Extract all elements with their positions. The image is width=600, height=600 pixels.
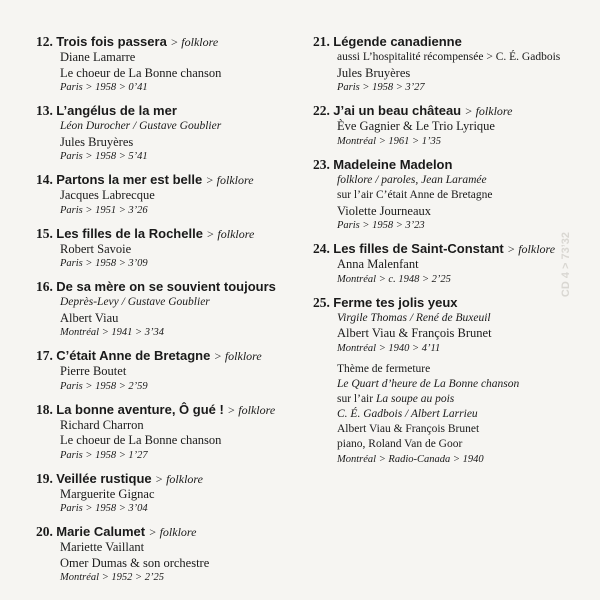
track-title: Légende canadienne bbox=[333, 34, 462, 49]
track-entry bbox=[313, 157, 588, 234]
track-credits bbox=[36, 418, 301, 449]
track-recording-info: Paris > 1958 > 3’27 bbox=[337, 82, 425, 93]
track-entry bbox=[36, 226, 301, 272]
track-entry bbox=[36, 524, 301, 585]
track-credit-line: Omer Dumas & son orchestre bbox=[60, 555, 210, 570]
track-credits bbox=[36, 364, 301, 380]
track-recording-info: Montréal > 1952 > 2’25 bbox=[60, 572, 164, 583]
track-title-line bbox=[36, 34, 301, 50]
track-title-line bbox=[313, 34, 588, 50]
track-recording-info: Montréal > 1940 > 4’11 bbox=[337, 342, 441, 354]
track-title: Madeleine Madelon bbox=[333, 156, 453, 172]
closing-air-title: La soupe au pois bbox=[375, 392, 455, 405]
track-credit-line: Diane Lamarre bbox=[60, 50, 136, 64]
track-title-line bbox=[313, 103, 588, 119]
closing-performers: Albert Viau & François Brunet bbox=[337, 422, 480, 435]
track-credit-line: Deprès-Levy / Gustave Goublier bbox=[60, 296, 210, 308]
track-number: 12. bbox=[36, 34, 53, 49]
track-credits bbox=[36, 540, 301, 571]
track-title: Partons la mer est belle bbox=[56, 172, 203, 187]
track-genre: > folklore bbox=[507, 242, 556, 256]
track-recording-info: Montréal > c. 1948 > 2’25 bbox=[337, 273, 451, 285]
track-credit-line: Albert Viau & François Brunet bbox=[337, 326, 492, 340]
track-entry bbox=[313, 34, 588, 95]
track-credits bbox=[313, 311, 588, 342]
track-credits bbox=[36, 487, 301, 503]
track-credit-line: aussi L’hospitalité récompensée > C. É. Gadbois bbox=[337, 51, 561, 63]
track-title: C’était Anne de Bretagne bbox=[56, 348, 211, 363]
track-credit-line: Léon Durocher / Gustave Goublier bbox=[60, 120, 222, 132]
track-credits bbox=[313, 173, 588, 220]
track-title-line bbox=[36, 172, 301, 188]
track-genre: > folklore bbox=[206, 226, 255, 241]
bleed-through-text: CD 4 > 73’32 bbox=[560, 232, 572, 298]
track-title-line bbox=[36, 279, 301, 295]
track-credits bbox=[36, 188, 301, 204]
track-number: 19. bbox=[36, 470, 53, 486]
track-entry bbox=[36, 34, 301, 95]
track-number: 18. bbox=[36, 401, 53, 417]
track-title-line bbox=[36, 524, 301, 540]
track-number: 23. bbox=[313, 156, 330, 172]
track-credits bbox=[36, 242, 301, 258]
closing-heading: Thème de fermeture bbox=[337, 362, 431, 375]
track-entry bbox=[313, 295, 588, 356]
closing-theme bbox=[313, 362, 588, 467]
track-credit-line: Robert Savoie bbox=[60, 241, 132, 256]
track-entry bbox=[36, 471, 301, 517]
track-credits bbox=[36, 50, 301, 81]
track-credit-line: Jules Bruyères bbox=[337, 65, 411, 80]
track-recording-info: Montréal > 1941 > 3’34 bbox=[60, 327, 164, 338]
track-title: Marie Calumet bbox=[56, 524, 146, 539]
track-title: La bonne aventure, Ô gué ! bbox=[56, 401, 224, 417]
track-number: 25. bbox=[313, 294, 330, 310]
track-entry bbox=[36, 172, 301, 218]
track-recording-info: Paris > 1951 > 3’26 bbox=[60, 204, 148, 216]
track-genre: > folklore bbox=[464, 104, 513, 118]
track-credit-line: Mariette Vaillant bbox=[60, 540, 145, 554]
track-title-line bbox=[36, 348, 301, 364]
track-title-line bbox=[313, 295, 588, 311]
track-genre: > folklore bbox=[170, 35, 219, 49]
track-recording-info: Paris > 1958 > 3’23 bbox=[337, 220, 425, 231]
track-number: 17. bbox=[36, 348, 53, 363]
closing-air bbox=[337, 392, 588, 407]
track-number: 16. bbox=[36, 279, 53, 294]
track-genre: > folklore bbox=[227, 402, 276, 417]
track-number: 22. bbox=[313, 103, 330, 118]
track-credits bbox=[36, 119, 301, 150]
track-credits bbox=[313, 119, 588, 135]
left-column bbox=[36, 34, 301, 593]
track-number: 20. bbox=[36, 524, 53, 539]
closing-recording-info: Montréal > Radio-Canada > 1940 bbox=[337, 453, 484, 465]
track-title-line bbox=[36, 226, 301, 242]
track-credits bbox=[313, 257, 588, 273]
track-title: Ferme tes jolis yeux bbox=[333, 294, 458, 310]
closing-air-prefix: sur l’air bbox=[337, 392, 376, 405]
track-title: Veillée rustique bbox=[56, 470, 152, 486]
track-genre: > folklore bbox=[213, 349, 262, 363]
track-credit-line: Jacques Labrecque bbox=[60, 188, 155, 202]
track-credit-line: Ève Gagnier & Le Trio Lyrique bbox=[337, 119, 495, 133]
track-entry bbox=[36, 279, 301, 340]
track-credit-line: Pierre Boutet bbox=[60, 364, 127, 378]
track-credit-line: Richard Charron bbox=[60, 417, 144, 432]
track-number: 13. bbox=[36, 103, 53, 118]
track-credit-line: Jules Bruyères bbox=[60, 134, 134, 149]
track-credits bbox=[313, 50, 588, 81]
track-genre: > folklore bbox=[205, 173, 254, 187]
track-entry bbox=[36, 348, 301, 394]
track-credit-line: folklore / paroles, Jean Laramée bbox=[337, 173, 487, 186]
track-title-line bbox=[313, 157, 588, 173]
track-credit-line: Marguerite Gignac bbox=[60, 486, 155, 501]
track-title-line bbox=[36, 471, 301, 487]
right-column bbox=[313, 34, 588, 467]
track-title: Les filles de Saint-Constant bbox=[333, 241, 504, 256]
track-entry bbox=[313, 241, 588, 287]
track-title: L’angélus de la mer bbox=[56, 103, 177, 118]
track-title: Trois fois passera bbox=[56, 34, 167, 49]
track-credit-line: sur l’air C’était Anne de Bretagne bbox=[337, 189, 493, 201]
track-recording-info: Paris > 1958 > 3’04 bbox=[60, 503, 148, 514]
track-entry bbox=[36, 103, 301, 164]
track-number: 15. bbox=[36, 225, 53, 241]
track-genre: > folklore bbox=[155, 471, 203, 486]
track-recording-info: Paris > 1958 > 3’09 bbox=[60, 258, 148, 269]
track-recording-info: Paris > 1958 > 2’59 bbox=[60, 380, 148, 392]
track-title-line bbox=[36, 402, 301, 418]
track-credit-line: Le choeur de La Bonne chanson bbox=[60, 65, 222, 80]
closing-title: Le Quart d’heure de La Bonne chanson bbox=[337, 377, 520, 390]
track-recording-info: Paris > 1958 > 1’27 bbox=[60, 449, 148, 461]
track-recording-info: Montréal > 1961 > 1’35 bbox=[337, 135, 441, 147]
track-credit-line: Le choeur de La Bonne chanson bbox=[60, 433, 222, 447]
track-number: 24. bbox=[313, 241, 330, 256]
track-title-line bbox=[36, 103, 301, 119]
track-number: 14. bbox=[36, 172, 53, 187]
track-genre: > folklore bbox=[148, 525, 197, 539]
track-entry bbox=[313, 103, 588, 149]
track-credit-line: Virgile Thomas / René de Buxeuil bbox=[337, 311, 491, 324]
track-title: J’ai un beau château bbox=[333, 103, 462, 118]
track-credit-line: Albert Viau bbox=[60, 310, 119, 325]
track-title-line bbox=[313, 241, 588, 257]
track-credits bbox=[36, 295, 301, 326]
track-credit-line: Violette Journeaux bbox=[337, 203, 432, 218]
track-credit-line: Anna Malenfant bbox=[337, 257, 419, 271]
track-title: De sa mère on se souvient toujours bbox=[56, 279, 276, 294]
track-entry bbox=[36, 402, 301, 463]
track-recording-info: Paris > 1958 > 0’41 bbox=[60, 82, 148, 93]
track-recording-info: Paris > 1958 > 5’41 bbox=[60, 151, 148, 162]
track-title: Les filles de la Rochelle bbox=[56, 225, 203, 241]
closing-piano: piano, Roland Van de Goor bbox=[337, 437, 463, 450]
track-number: 21. bbox=[313, 34, 330, 49]
closing-authors: C. É. Gadbois / Albert Larrieu bbox=[337, 407, 478, 420]
